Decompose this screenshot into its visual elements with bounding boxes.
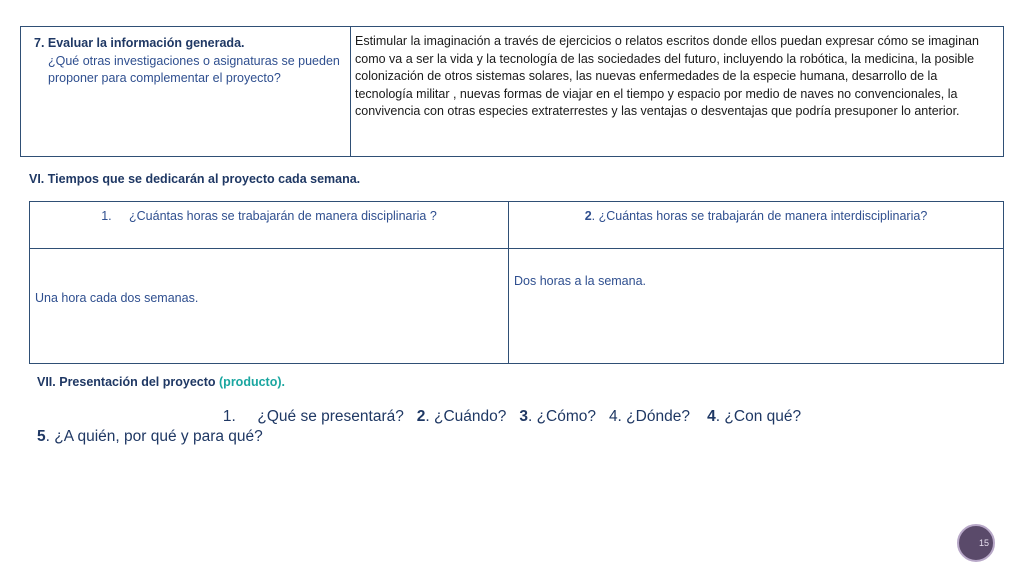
pq3-text: . ¿Cómo? [527, 408, 597, 425]
pq2-text: . ¿Cuándo? [425, 408, 507, 425]
slide-number-badge: 15 [957, 524, 995, 562]
presentation-heading: VII. Presentación del proyecto [37, 375, 220, 389]
section-7-question: ¿Qué otras investigaciones o asignaturas se pueden proponer para complementar el proyecto? [48, 53, 340, 85]
presentation-questions-line-1 [0, 408, 1024, 426]
section-6-heading: VI. Tiempos que se dedicarán al proyecto cada semana. [29, 172, 361, 186]
hours-table [29, 201, 1004, 364]
interdisciplinary-hours-question [509, 202, 1003, 248]
pq2-number: 2 [416, 408, 426, 425]
q2-number: 2 [584, 209, 592, 223]
presentation-questions-line-2 [37, 428, 263, 446]
interdisciplinary-hours-answer: Dos horas a la semana. [514, 274, 647, 288]
pq1-text: ¿Qué se presentará? [257, 408, 404, 425]
evaluation-question-cell [21, 27, 351, 156]
section-7-title: 7. Evaluar la información generada. [34, 36, 245, 50]
q1-text: ¿Cuántas horas se trabajarán de manera disciplinaria ? [129, 209, 437, 223]
presentation-heading-product: (producto). [219, 375, 285, 389]
section-7b-heading [37, 375, 285, 389]
evaluation-answer-cell: Estimular la imaginación a través de ejercicios o relatos escritos donde ellos puedan expresar cómo se imaginan como va a ser la vida y la tecnología de las sociedades del futuro, incluyendo la robótica, la medicina, la posible colonización de otros sistemas solares, las nuevas enfermedades de la especie humana, desarrollo de la tecnología militar , nuevas formas de viajar en el tiempo y espacio por medio de naves no convencionales, la convivencia con otras especies extraterrestes y las ventajas o desventajas que podría presuponer lo anterior. [355, 34, 979, 119]
pq6-number: 5 [37, 428, 46, 445]
disciplinary-hours-answer: Una hora cada dos semanas. [30, 249, 509, 364]
pq5-text: . ¿Con qué? [715, 408, 802, 425]
pq4-text: 4. ¿Dónde? [608, 408, 690, 425]
hours-table-header-row [30, 202, 1003, 249]
pq1-number: 1. [222, 408, 236, 425]
pq6-text: . ¿A quién, por qué y para qué? [45, 428, 263, 445]
q2-text: . ¿Cuántas horas se trabajarán de manera interdisciplinaria? [591, 209, 928, 223]
pq3-number: 3 [519, 408, 528, 425]
pq5-number: 4 [707, 408, 716, 425]
disciplinary-hours-question [30, 202, 509, 248]
q1-number: 1. [101, 209, 112, 223]
evaluation-table [20, 26, 1004, 157]
hours-table-answer-row [30, 249, 1003, 364]
